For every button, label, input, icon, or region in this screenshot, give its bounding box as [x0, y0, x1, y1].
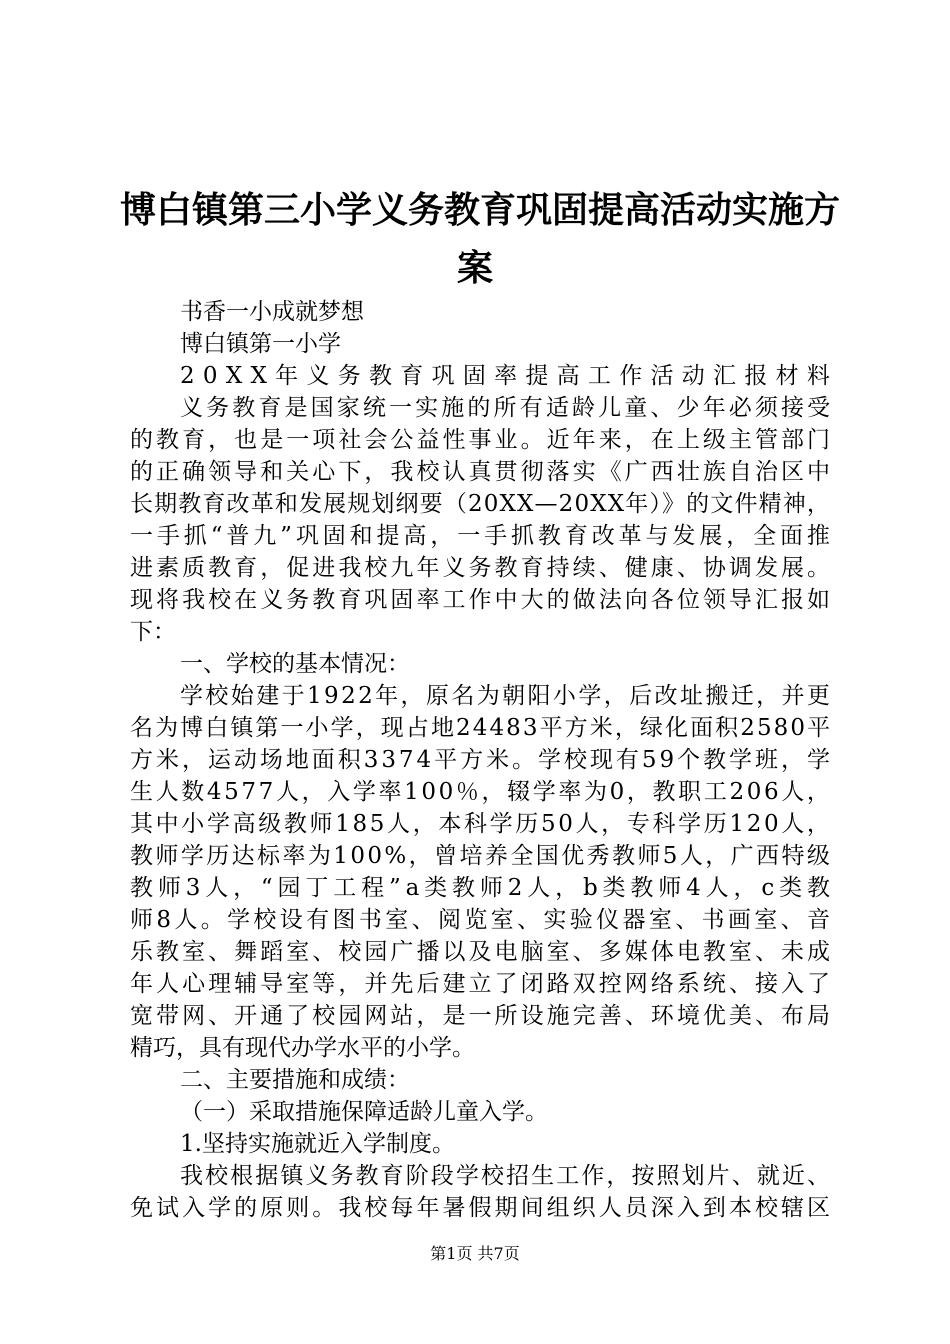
page-footer: 第1页 共7页 — [430, 1244, 520, 1263]
body-line: 下： — [130, 619, 176, 645]
body-line: 免试入学的原则。我校每年暑假期间组织人员深入到本校辖区 — [130, 1195, 834, 1221]
body-line: 一、学校的基本情况： — [180, 651, 410, 677]
body-line: 书香一小成就梦想 — [180, 299, 364, 325]
body-line: 1.坚持实施就近入学制度。 — [180, 1131, 455, 1157]
body-line: 一手抓“普九”巩固和提高，一手抓教育改革与发展，全面推 — [130, 523, 834, 549]
document-title-line-2: 案 — [456, 247, 493, 289]
body-line: 进素质教育，促进我校九年义务教育持续、健康、协调发展。 — [130, 555, 834, 581]
body-line: 的教育，也是一项社会公益性事业。近年来，在上级主管部门 — [130, 427, 834, 453]
document-body — [130, 296, 839, 1224]
body-line: 精巧，具有现代办学水平的小学。 — [130, 1035, 475, 1061]
body-line: 的正确领导和关心下，我校认真贯彻落实《广西壮族自治区中 — [130, 459, 834, 485]
body-line: 乐教室、舞蹈室、校园广播以及电脑室、多媒体电教室、未成 — [130, 939, 834, 965]
body-line: （一）采取措施保障适龄儿童入学。 — [180, 1099, 548, 1125]
body-line: 义务教育是国家统一实施的所有适龄儿童、少年必须接受 — [180, 395, 834, 421]
body-line: 方米，运动场地面积3374平方米。学校现有59个教学班，学 — [130, 747, 833, 773]
body-line: 教师学历达标率为100%，曾培养全国优秀教师5人，广西特级 — [130, 843, 833, 869]
body-line: 我校根据镇义务教育阶段学校招生工作，按照划片、就近、 — [180, 1163, 833, 1189]
body-line: 长期教育改革和发展规划纲要（20XX—20XX年）》的文件精神， — [130, 491, 832, 517]
body-line: 生人数4577人，入学率100％，辍学率为0，教职工206人， — [130, 779, 833, 805]
body-line: 现将我校在义务教育巩固率工作中大的做法向各位领导汇报如 — [130, 587, 834, 613]
body-line: 教师3人，“园丁工程”a类教师2人，b类教师4人，c类教 — [130, 875, 835, 901]
body-line: 学校始建于1922年，原名为朝阳小学，后改址搬迁，并更 — [180, 683, 833, 709]
body-line: 宽带网、开通了校园网站，是一所设施完善、环境优美、布局 — [130, 1003, 834, 1029]
body-line: 二、主要措施和成绩： — [180, 1067, 410, 1093]
body-line: 名为博白镇第一小学，现占地24483平方米，绿化面积2580平 — [130, 715, 833, 741]
body-line: 博白镇第一小学 — [180, 331, 341, 357]
body-line: 师8人。学校设有图书室、阅览室、实验仪器室、书画室、音 — [130, 907, 834, 933]
body-line: 其中小学高级教师185人，本科学历50人，专科学历120人， — [130, 811, 833, 837]
body-line: 年人心理辅导室等，并先后建立了闭路双控网络系统、接入了 — [130, 971, 834, 997]
body-line: 20XX年义务教育巩固率提高工作活动汇报材料 — [180, 363, 839, 389]
document-title-line-1: 博白镇第三小学义务教育巩固提高活动实施方 — [120, 189, 841, 231]
